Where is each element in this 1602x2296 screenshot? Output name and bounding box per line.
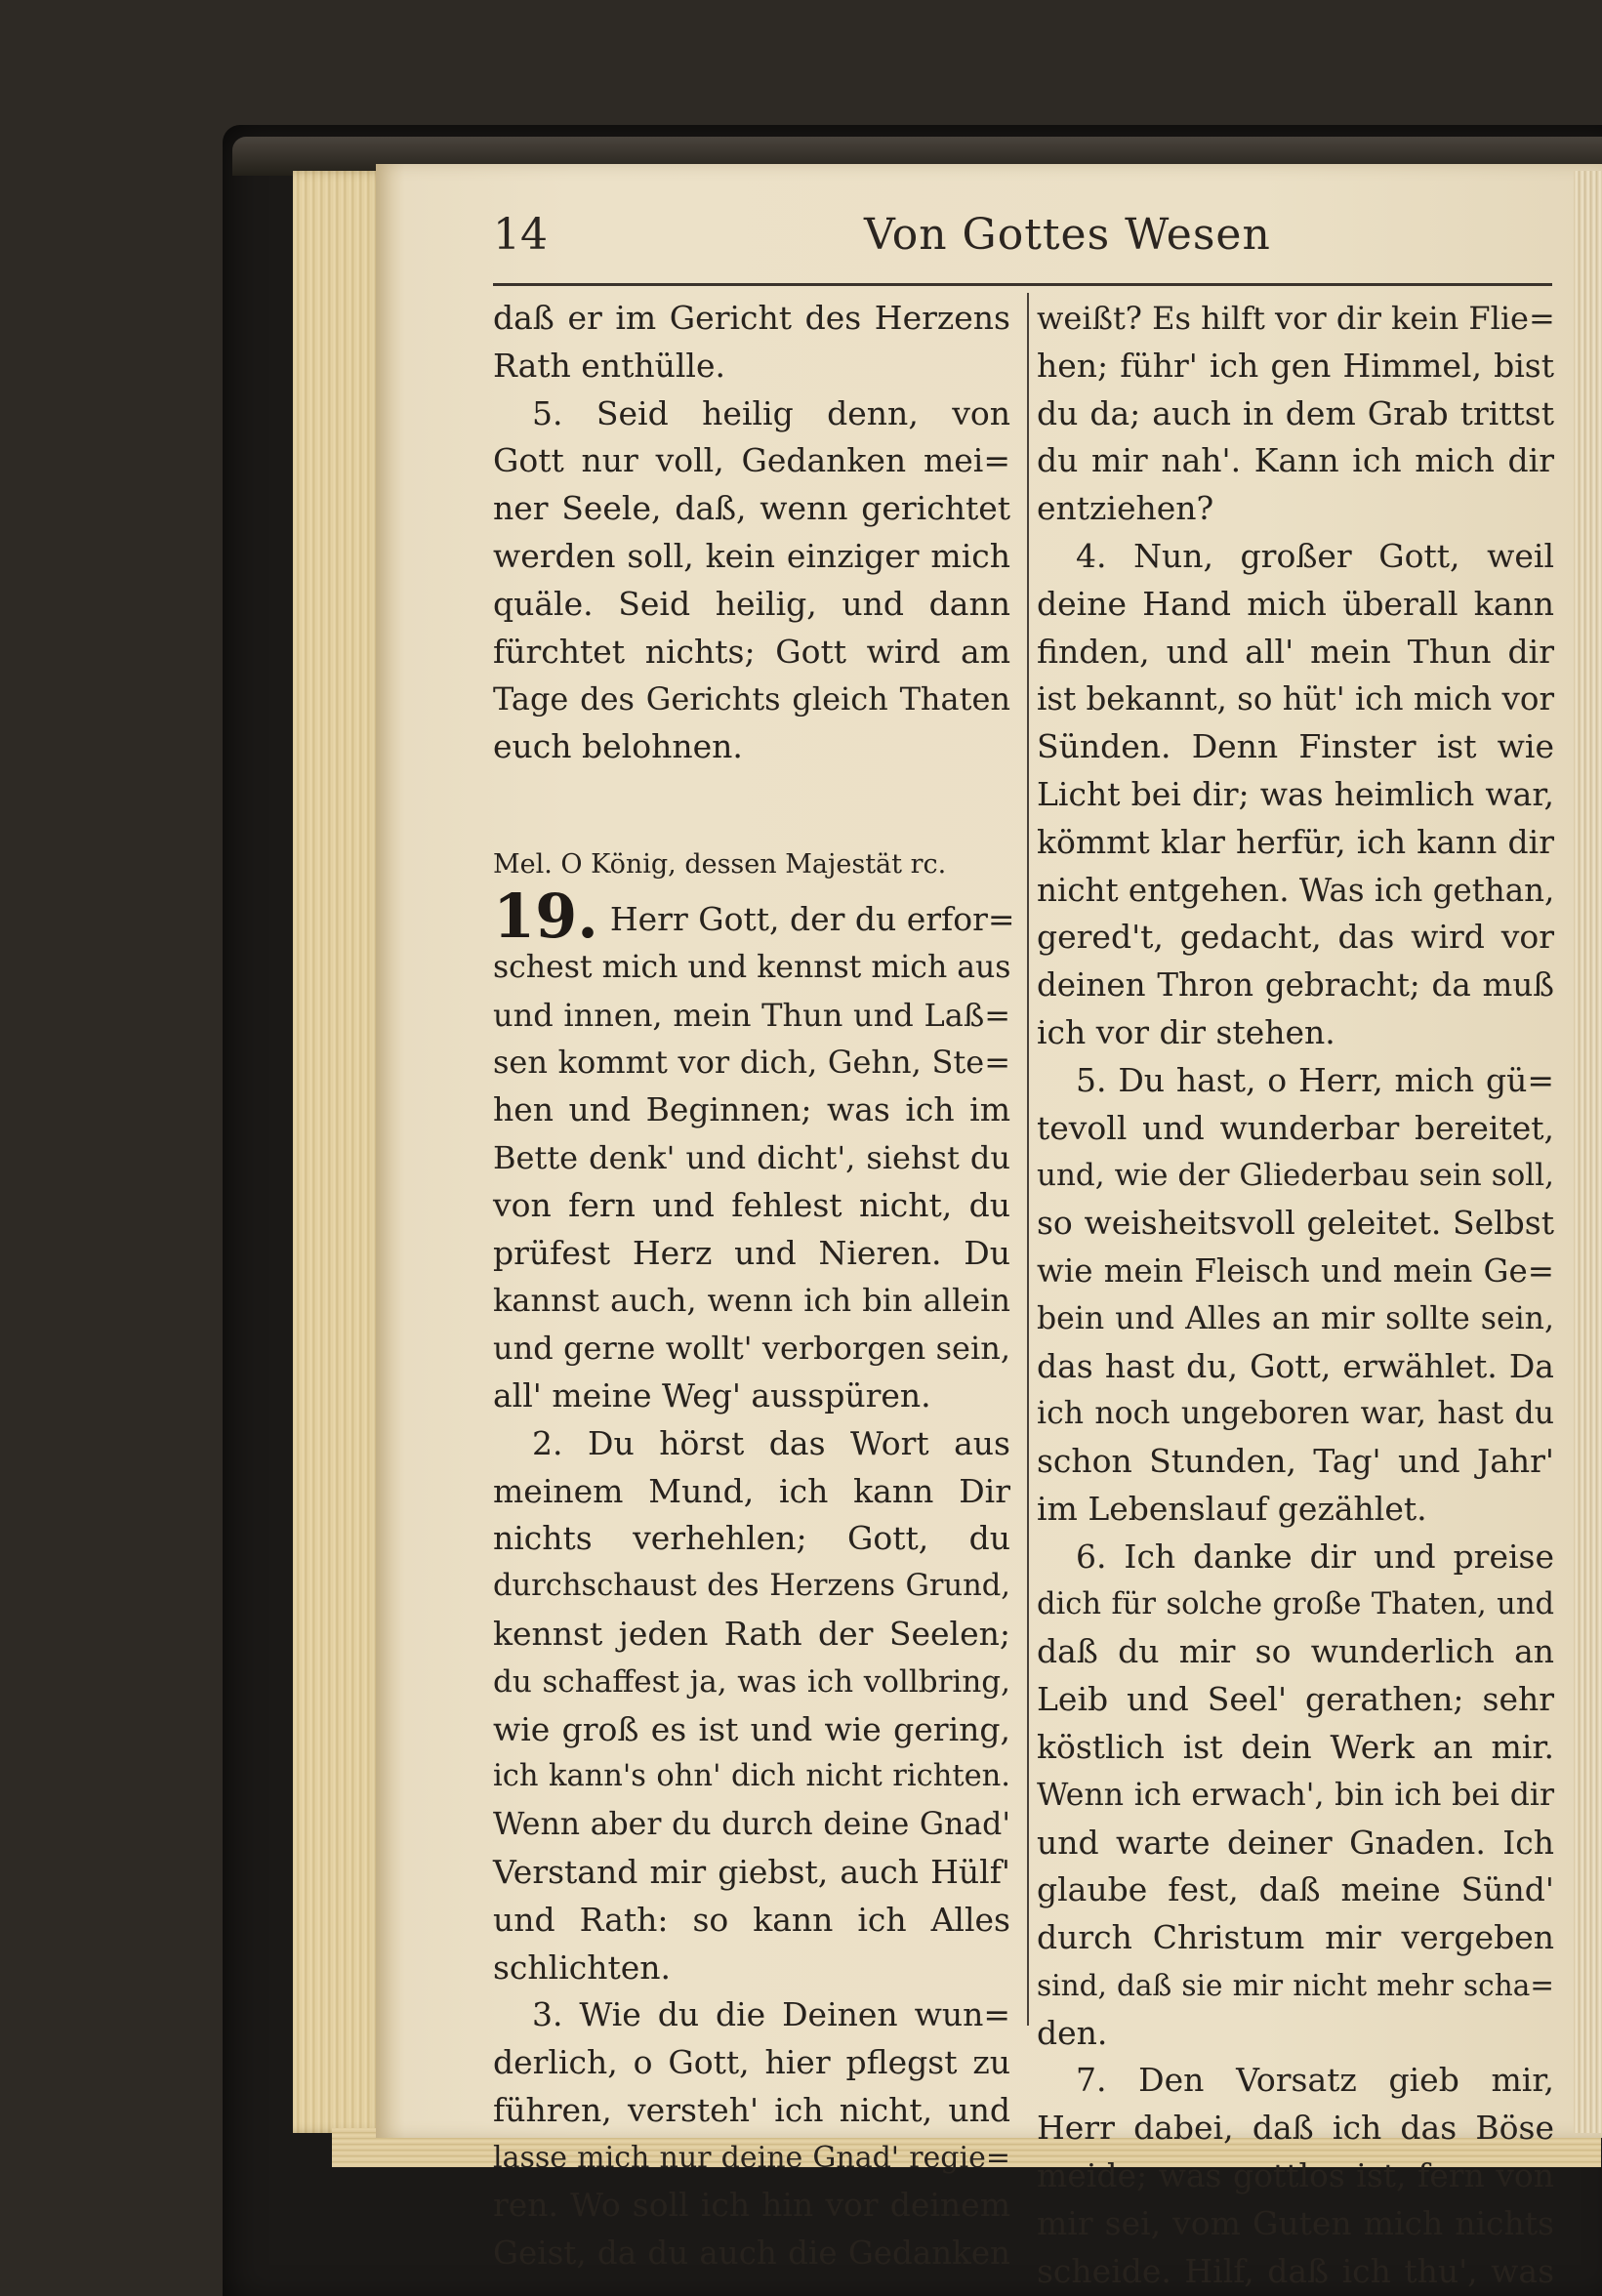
text-line: wie groß es ist und wie gering, <box>493 1709 1010 1748</box>
text-line: sen kommt vor dich, Gehn, Ste= <box>493 1044 1010 1082</box>
text-line: deine Hand mich überall kann <box>1037 584 1554 623</box>
text-line: ich noch ungeboren war, hast du <box>1037 1396 1554 1432</box>
text-line: so weisheitsvoll geleitet. Selbst <box>1037 1204 1554 1243</box>
text-line: Herr dabei, daß ich das Böse <box>1037 2109 1554 2148</box>
text-line: meide; was gottlos ist, fern von <box>1037 2156 1554 2195</box>
text-line: fürchtet nichts; Gott wird am <box>493 632 1010 671</box>
hymn-start <box>493 880 1015 952</box>
text-line: und Rath: so kann ich Alles <box>493 1900 1010 1939</box>
text-line: quäle. Seid heilig, und dann <box>493 584 1010 623</box>
text-line: daß du mir so wunderlich an <box>1037 1632 1554 1671</box>
text-line: euch belohnen. <box>493 727 743 766</box>
text-line: Gott nur voll, Gedanken mei= <box>493 441 1010 480</box>
text-line: Geist, da du auch die Gedanken <box>493 2234 1010 2273</box>
text-line: 4. Nun, großer Gott, weil <box>1076 536 1554 575</box>
text-line: ich vor dir stehen. <box>1037 1012 1335 1051</box>
text-line: finden, und all' mein Thun dir <box>1037 632 1554 671</box>
text-line: 7. Den Vorsatz gieb mir, <box>1076 2061 1554 2100</box>
text-line: und warte deiner Gnaden. Ich <box>1037 1823 1554 1862</box>
text-line: und, wie der Gliederbau sein soll, <box>1037 1158 1554 1194</box>
text-line: von fern und fehlest nicht, du <box>493 1185 1010 1224</box>
text-line: Verstand mir giebst, auch Hülf' <box>493 1852 1010 1891</box>
text-line: den. <box>1037 2013 1108 2052</box>
text-line: und gerne wollt' verborgen sein, <box>493 1330 1010 1368</box>
text-line: hen; führ' ich gen Himmel, bist <box>1037 346 1554 385</box>
text-line: entziehen? <box>1037 489 1214 528</box>
text-line: ich kann's ohn' dich nicht richten. <box>493 1759 1010 1794</box>
text-line: ren. Wo soll ich hin vor deinem <box>493 2186 1010 2225</box>
text-line: du da; auch in dem Grab trittst <box>1037 393 1554 432</box>
text-line: nichts verhehlen; Gott, du <box>493 1519 1010 1558</box>
text-line: kannst auch, wenn ich bin allein <box>493 1282 1010 1320</box>
page-block-edge <box>293 171 386 2133</box>
text-line: und innen, mein Thun und Laß= <box>493 996 1010 1034</box>
text-line: 5. Du hast, o Herr, mich gü= <box>1076 1060 1554 1099</box>
text-line: prüfest Herz und Nieren. Du <box>493 1233 1010 1272</box>
text-line: schlichten. <box>493 1948 672 1987</box>
right-column <box>1037 295 1554 2295</box>
text-line: im Lebenslauf gezählet. <box>1037 1489 1427 1528</box>
text-line: schon Stunden, Tag' und Jahr' <box>1037 1442 1554 1481</box>
text-line: du schaffest ja, was ich vollbring, <box>493 1663 1010 1700</box>
running-head <box>493 210 1552 278</box>
text-line: lasse mich nur deine Gnad' regie= <box>493 2140 1010 2175</box>
text-line: Bette denk' und dicht', siehst du <box>493 1138 1010 1176</box>
melody-indication: Mel. O König, dessen Majestät rc. <box>493 848 947 880</box>
text-line: meinem Mund, ich kann Dir <box>493 1471 1010 1510</box>
text-line: ner Seele, daß, wenn gerichtet <box>493 489 1010 528</box>
text-line: 3. Wie du die Deinen wun= <box>532 1995 1010 2034</box>
text-line: Rath enthülle. <box>493 346 725 385</box>
text-line: bein und Alles an mir sollte sein, <box>1037 1300 1554 1336</box>
text-line: köstlich ist dein Werk an mir. <box>1037 1727 1554 1766</box>
text-line: werden soll, kein einziger mich <box>493 536 1010 575</box>
text-line: ist bekannt, so hüt' ich mich vor <box>1037 680 1554 718</box>
text-line: Leib und Seel' gerathen; sehr <box>1037 1680 1554 1719</box>
text-line: wie mein Fleisch und mein Ge= <box>1037 1251 1554 1290</box>
text-line: dich für solche große Thaten, und <box>1037 1586 1554 1621</box>
text-line: daß er im Gericht des Herzens <box>493 299 1010 337</box>
text-line: derlich, o Gott, hier pflegst zu <box>493 2043 1010 2082</box>
text-line: durch Christum mir vergeben <box>1037 1918 1554 1957</box>
text-line: du mir nah'. Kann ich mich dir <box>1037 441 1554 480</box>
text-line: Wenn aber du durch deine Gnad' <box>493 1807 1010 1843</box>
text-line: tevoll und wunderbar bereitet, <box>1037 1108 1554 1147</box>
text-line: Wenn ich erwach', bin ich bei dir <box>1037 1777 1554 1813</box>
hymn-first-line: Herr Gott, der du erfor= <box>609 899 1015 938</box>
text-line: 2. Du hörst das Wort aus <box>532 1423 1010 1462</box>
text-line: kömmt klar herfür, ich kann dir <box>1037 822 1554 861</box>
column-divider <box>1027 293 1029 2026</box>
text-line: glaube fest, daß meine Sünd' <box>1037 1870 1554 1909</box>
text-line: nicht entgehen. Was ich gethan, <box>1037 871 1555 909</box>
text-line: gered't, gedacht, das wird vor <box>1037 918 1554 957</box>
text-line: 6. Ich danke dir und preise <box>1076 1537 1554 1576</box>
text-line: weißt? Es hilft vor dir kein Flie= <box>1037 300 1555 337</box>
page-right-edge <box>1574 171 1602 2133</box>
text-line: sind, daß sie mir nicht mehr scha= <box>1037 1968 1554 2002</box>
text-line: scheide. Hilf, daß ich thu', was <box>1037 2251 1554 2290</box>
text-line: durchschaust des Herzens Grund, <box>493 1569 1010 1604</box>
text-line: 5. Seid heilig denn, von <box>532 393 1010 432</box>
hymn-number: 19. <box>493 880 598 952</box>
left-column <box>493 295 1015 2277</box>
page-title: Von Gottes Wesen <box>864 210 1271 260</box>
section-spacer <box>493 771 1010 838</box>
header-rule <box>493 283 1552 286</box>
text-line: Sünden. Denn Finster ist wie <box>1037 727 1554 766</box>
text-line: schest mich und kennst mich aus <box>493 949 1011 985</box>
text-line: führen, versteh' ich nicht, und <box>493 2090 1010 2129</box>
text-line: deinen Thron gebracht; da muß <box>1037 966 1554 1004</box>
text-line: Licht bei dir; was heimlich war, <box>1037 774 1554 813</box>
page-number: 14 <box>493 210 548 260</box>
text-line: Tage des Gerichts gleich Thaten <box>493 680 1010 718</box>
text-line: das hast du, Gott, erwählet. Da <box>1037 1346 1554 1385</box>
text-line: hen und Beginnen; was ich im <box>493 1090 1010 1129</box>
text-line: all' meine Weg' ausspüren. <box>493 1375 931 1414</box>
text-line: kennst jeden Rath der Seelen; <box>493 1614 1010 1653</box>
text-line: mir sei, vom Guten mich nichts <box>1037 2203 1554 2242</box>
